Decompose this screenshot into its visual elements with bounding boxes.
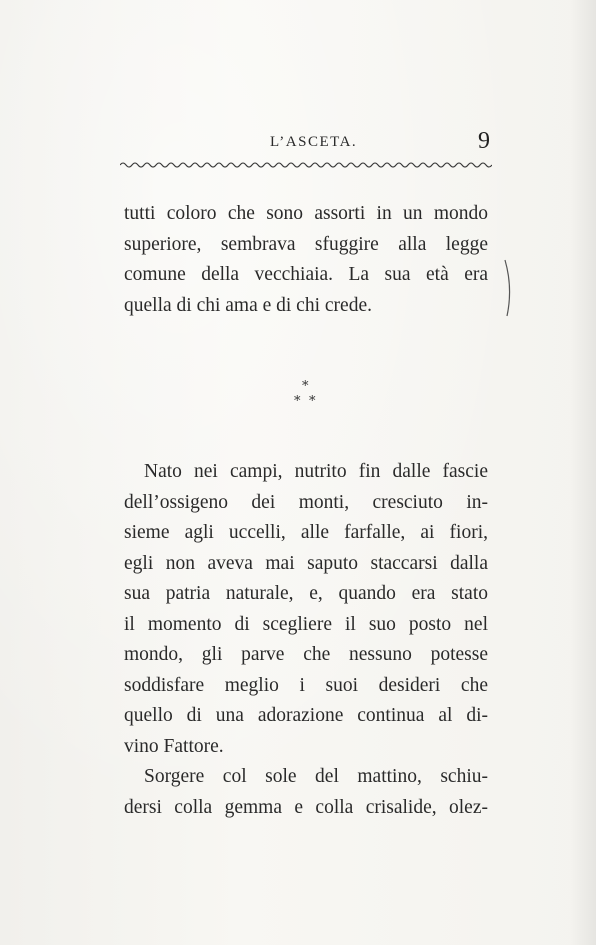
text-line: dell’ossigeno dei monti, cresciuto in- (124, 491, 488, 513)
paragraph-nato (124, 457, 488, 823)
page-number: 9 (478, 128, 490, 154)
text-line: quella di chi ama e di chi crede. (124, 294, 372, 316)
running-head (120, 128, 492, 156)
text-line: soddisfare meglio i suoi desideri che (124, 674, 488, 696)
text-line: dersi colla gemma e colla crisalide, olez- (124, 796, 488, 818)
text-line: egli non aveva mai saputo staccarsi dalla (124, 552, 488, 574)
text-line: tutti coloro che sono assorti in un mondo (124, 203, 488, 224)
asterisk-top: * (302, 379, 309, 394)
text-line: Nato nei campi, nutrito fin dalle fascie (144, 461, 488, 482)
text-line: superiore, sembrava sfuggire alla legge (124, 233, 488, 255)
wave-ornament-icon (120, 160, 492, 170)
asterisk-bottom-right: * (309, 394, 316, 409)
asterisk-bottom-left: * (294, 394, 301, 409)
text-line: comune della vecchiaia. La sua età era (124, 264, 488, 285)
margin-bracket-mark (503, 258, 515, 318)
text-line: il momento di scegliere il suo posto nel (124, 613, 488, 635)
text-line: sua patria naturale, e, quando era stato (124, 583, 488, 604)
text-line: quello di una adorazione continua al di- (124, 705, 488, 726)
running-title: L’ASCETA. (270, 134, 358, 150)
text-line: vino Fattore. (124, 735, 224, 757)
text-line: Sorgere col sole del mattino, schiu- (144, 766, 488, 787)
paragraph-continued (124, 199, 488, 321)
text-line: sieme agli uccelli, alle farfalle, ai fiori, (124, 522, 488, 543)
page-edge-shadow (570, 0, 596, 945)
section-break-asterism (288, 376, 328, 412)
decorative-rule (120, 160, 492, 170)
text-line: mondo, gli parve che nessuno potesse (124, 644, 488, 665)
